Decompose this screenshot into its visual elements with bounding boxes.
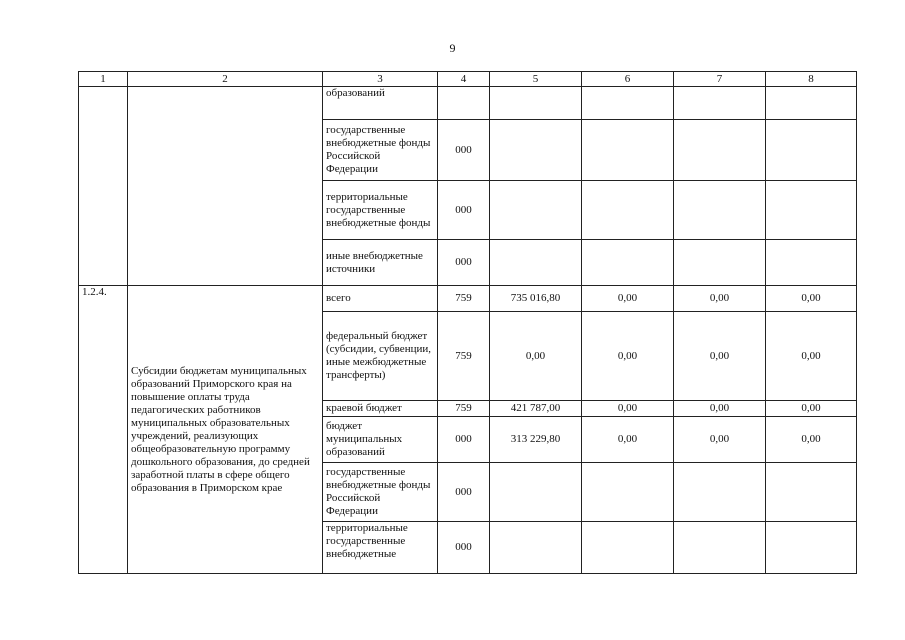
code-cell: 000 (438, 417, 490, 463)
value-cell (582, 463, 674, 522)
value-cell (490, 522, 582, 574)
value-cell: 0,00 (490, 312, 582, 401)
value-cell (490, 240, 582, 286)
col-header-6: 6 (582, 72, 674, 87)
value-cell (674, 181, 766, 240)
source-cell: образований (323, 87, 438, 120)
prev-item-number-cell (79, 87, 128, 286)
value-cell (674, 463, 766, 522)
code-cell: 759 (438, 312, 490, 401)
code-cell: 000 (438, 181, 490, 240)
code-cell: 000 (438, 240, 490, 286)
value-cell: 0,00 (674, 286, 766, 312)
source-cell: территориальные государственные внебюджетные фонды (323, 181, 438, 240)
value-cell (674, 522, 766, 574)
source-cell: иные внебюджетные источники (323, 240, 438, 286)
col-header-7: 7 (674, 72, 766, 87)
value-cell: 0,00 (674, 417, 766, 463)
source-cell: всего (323, 286, 438, 312)
col-header-5: 5 (490, 72, 582, 87)
code-cell: 759 (438, 401, 490, 417)
col-header-3: 3 (323, 72, 438, 87)
value-cell (582, 522, 674, 574)
value-cell (766, 181, 857, 240)
value-cell (490, 181, 582, 240)
value-cell (490, 120, 582, 181)
source-cell: федеральный бюджет (субсидии, субвенции, иные межбюджетные трансферты) (323, 312, 438, 401)
source-cell: территориальные государственные внебюджетные (323, 522, 438, 574)
source-cell: государственные внебюджетные фонды Российской Федерации (323, 120, 438, 181)
value-cell (766, 120, 857, 181)
item-description: Субсидии бюджетам муниципальных образований Приморского края на повышение оплаты труда педагогических работников муниципальных образовательных учреждений, реализующих общеобразовательную программу дошкольного образования, до средней заработной платы в сфере общего образования в Приморском крае (128, 286, 323, 574)
source-cell: бюджет муниципальных образований (323, 417, 438, 463)
value-cell: 0,00 (582, 312, 674, 401)
value-cell: 735 016,80 (490, 286, 582, 312)
value-cell: 0,00 (674, 312, 766, 401)
value-cell: 0,00 (766, 286, 857, 312)
col-header-4: 4 (438, 72, 490, 87)
code-cell: 000 (438, 463, 490, 522)
value-cell (674, 240, 766, 286)
col-header-1: 1 (79, 72, 128, 87)
source-cell: государственные внебюджетные фонды Российской Федерации (323, 463, 438, 522)
value-cell (766, 87, 857, 120)
value-cell: 0,00 (582, 401, 674, 417)
code-cell: 000 (438, 120, 490, 181)
value-cell (582, 240, 674, 286)
table-row (79, 286, 857, 312)
value-cell: 421 787,00 (490, 401, 582, 417)
source-cell: краевой бюджет (323, 401, 438, 417)
value-cell (582, 181, 674, 240)
value-cell: 0,00 (766, 312, 857, 401)
code-cell: 759 (438, 286, 490, 312)
value-cell (766, 522, 857, 574)
value-cell (674, 87, 766, 120)
col-header-8: 8 (766, 72, 857, 87)
value-cell (490, 463, 582, 522)
value-cell: 0,00 (582, 286, 674, 312)
prev-item-description-cell (128, 87, 323, 286)
col-header-2: 2 (128, 72, 323, 87)
code-cell: 000 (438, 522, 490, 574)
value-cell (490, 87, 582, 120)
budget-table (78, 71, 857, 574)
table-row (79, 87, 857, 120)
code-cell (438, 87, 490, 120)
value-cell: 0,00 (582, 417, 674, 463)
value-cell (582, 87, 674, 120)
value-cell (582, 120, 674, 181)
item-number: 1.2.4. (79, 286, 128, 574)
value-cell (766, 240, 857, 286)
header-row (79, 72, 857, 87)
value-cell: 0,00 (766, 417, 857, 463)
value-cell (766, 463, 857, 522)
value-cell: 0,00 (766, 401, 857, 417)
value-cell: 313 229,80 (490, 417, 582, 463)
value-cell: 0,00 (674, 401, 766, 417)
value-cell (674, 120, 766, 181)
page-number: 9 (449, 41, 456, 55)
